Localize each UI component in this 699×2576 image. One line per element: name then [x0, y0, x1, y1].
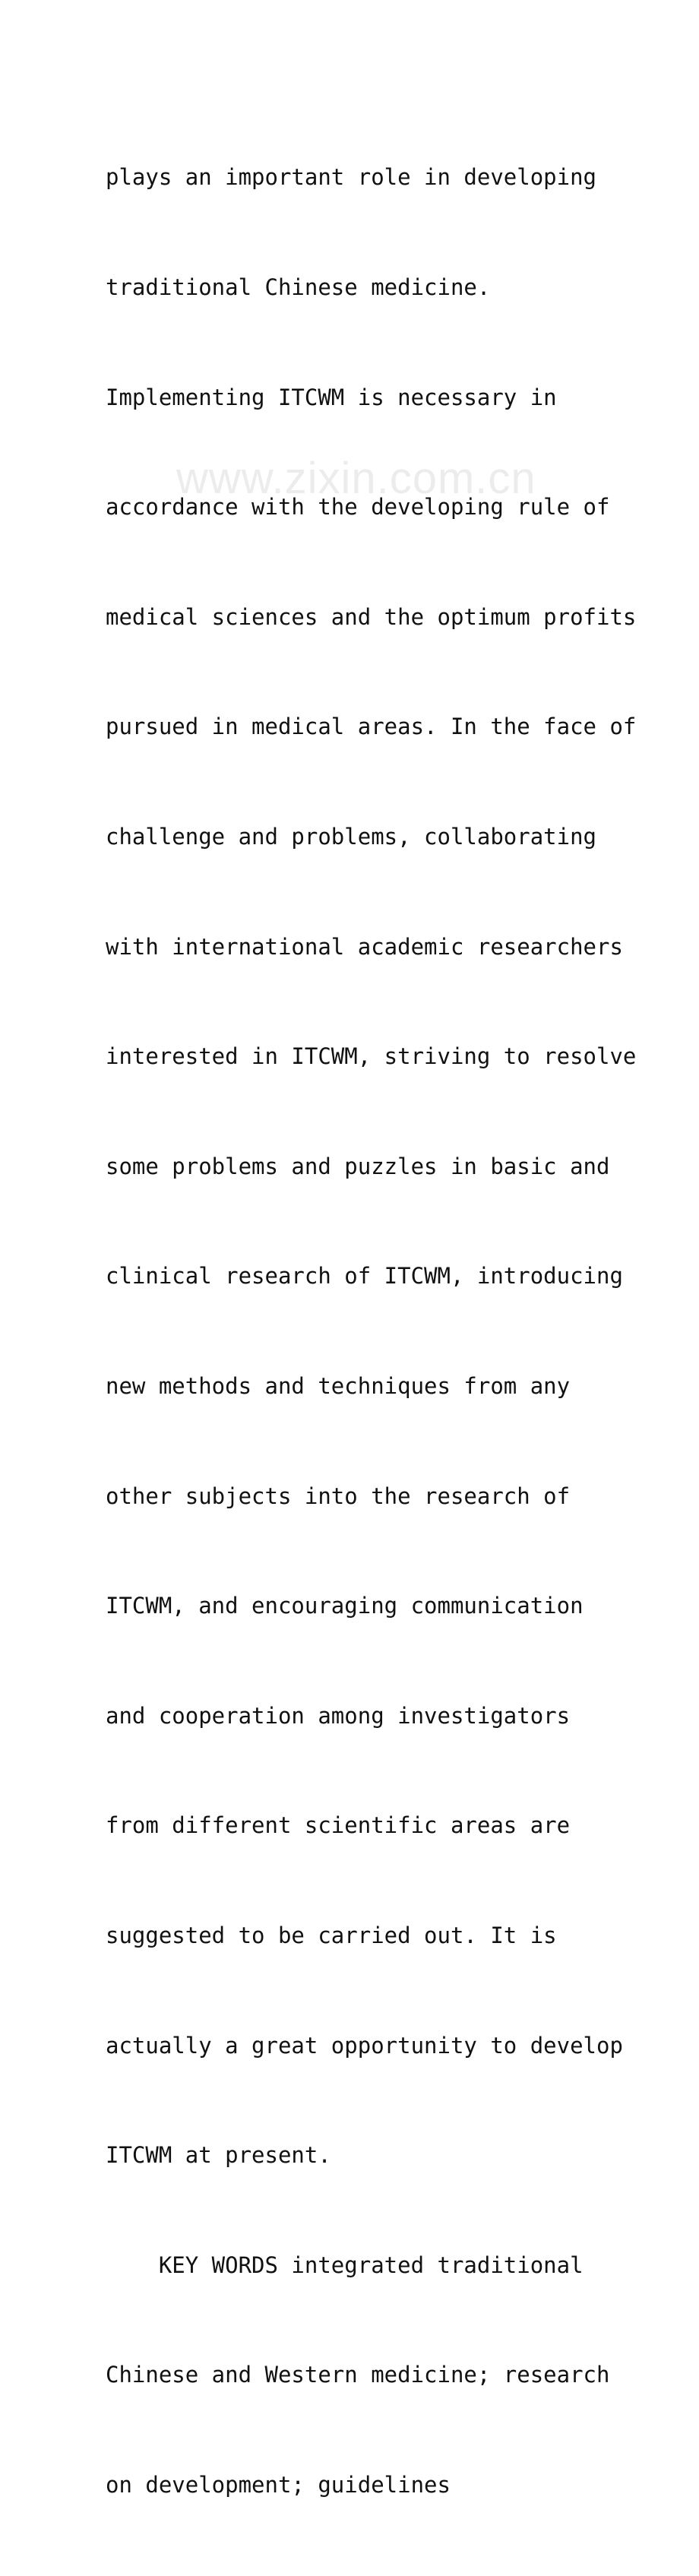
- text-line: new methods and techniques from any: [106, 1372, 571, 1399]
- text-line: some problems and puzzles in basic and: [106, 1153, 610, 1179]
- text-line: ITCWM, and encouraging communication: [106, 1593, 584, 1619]
- text-line: medical sciences and the optimum profits: [106, 603, 637, 630]
- text-line: ITCWM at present.: [106, 2142, 331, 2169]
- text-line: actually a great opportunity to develop: [106, 2032, 623, 2059]
- text-line: traditional Chinese medicine.: [106, 274, 491, 300]
- text-line: accordance with the developing rule of: [106, 494, 610, 521]
- text-line: challenge and problems, collaborating: [106, 823, 597, 850]
- text-line: pursued in medical areas. In the face of: [106, 714, 637, 740]
- text-line: Implementing ITCWM is necessary in: [106, 384, 557, 410]
- text-line: plays an important role in developing: [106, 164, 597, 191]
- text-line: suggested to be carried out. It is: [106, 1922, 557, 1948]
- keywords-line: on development; guidelines: [106, 2471, 451, 2498]
- text-line: from different scientific areas are: [106, 1812, 571, 1839]
- text-line: other subjects into the research of: [106, 1483, 571, 1509]
- abstract-text: [106, 86, 637, 2576]
- text-line: and cooperation among investigators: [106, 1702, 571, 1729]
- text-line: clinical research of ITCWM, introducing: [106, 1263, 623, 1290]
- watermark: www.zixin.com.cn: [176, 454, 536, 503]
- keywords-line: KEY WORDS integrated traditional: [106, 2252, 584, 2278]
- keywords-line: Chinese and Western medicine; research: [106, 2362, 610, 2388]
- text-line: interested in ITCWM, striving to resolve: [106, 1043, 637, 1070]
- text-line: with international academic researchers: [106, 933, 623, 960]
